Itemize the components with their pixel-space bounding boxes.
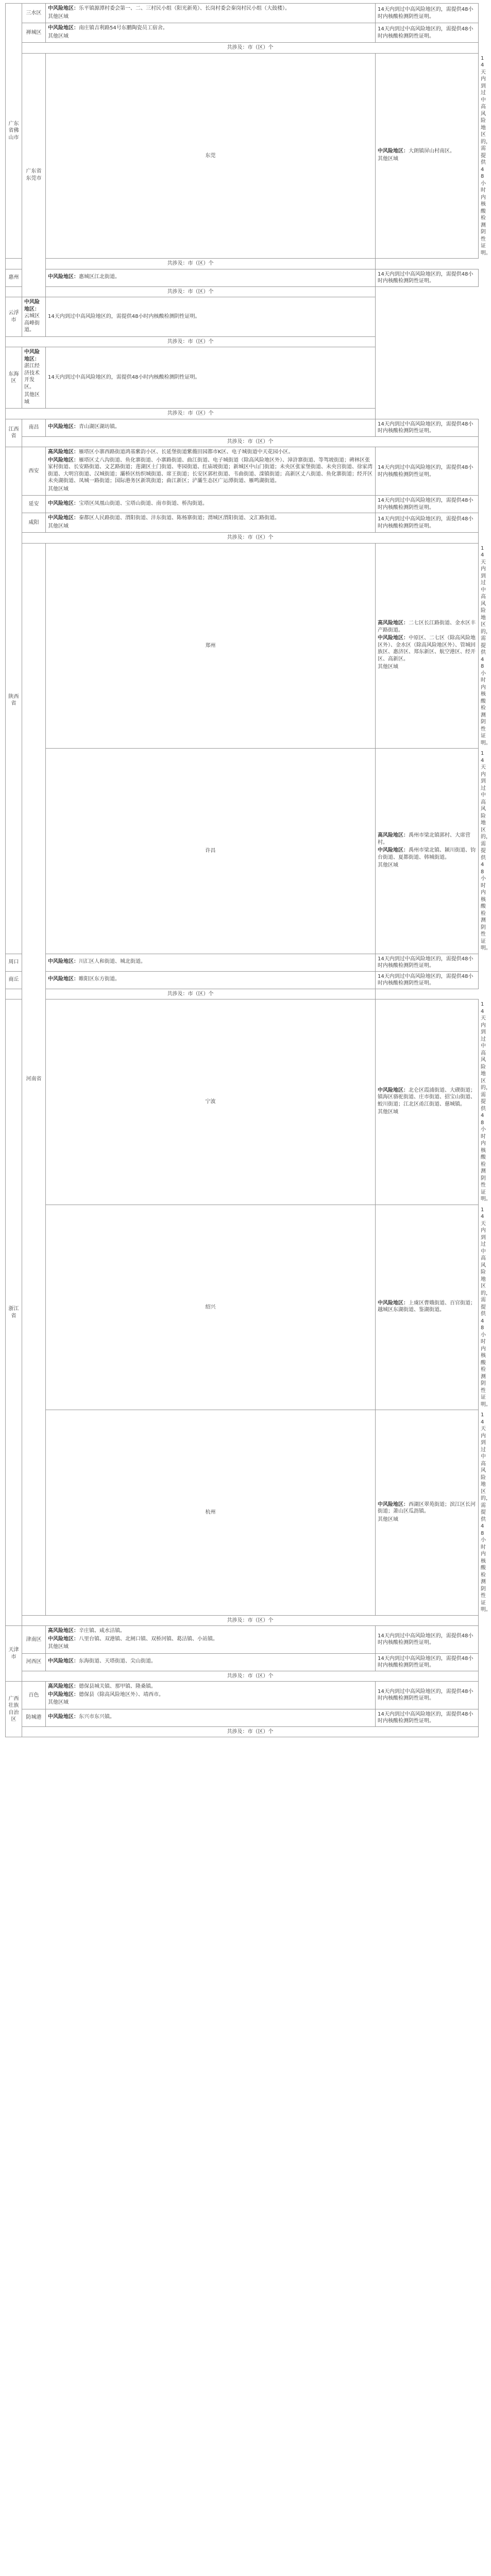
count-row (6, 409, 479, 419)
risk-area-entry (48, 13, 373, 21)
risk-level-label: 中风险地区： (48, 500, 79, 506)
count-row (6, 533, 479, 544)
region-count: 共涉及：市（区）个 (6, 259, 376, 269)
table-row (6, 1682, 479, 1709)
risk-level-label: 中风险地区： (48, 976, 79, 982)
risk-area-entry (48, 523, 373, 530)
requirement-cell (376, 1626, 479, 1654)
risk-level-label: 高风险地区： (378, 833, 409, 838)
risk-area-table (5, 3, 491, 1737)
requirement-cell (376, 4, 479, 23)
region-count: 共涉及：市（区）个 (22, 436, 479, 447)
risk-area-entry (48, 958, 373, 965)
risk-area-text: 其他区域 (48, 486, 69, 492)
risk-level-label: 中风险地区： (378, 848, 409, 853)
risk-area-entry (378, 1109, 476, 1116)
risk-area-entry (48, 1658, 373, 1665)
risk-area-text: 东海街道、天塔街道、尖山街道。 (79, 1658, 156, 1665)
risk-level-label: 中风险地区： (48, 1714, 79, 1720)
requirement-text: 14天内到过中高风险地区的，需提供48小时内核酸检测阴性证明。 (378, 1633, 473, 1646)
risk-area-text: 其他区域 (48, 1700, 69, 1705)
risk-area-entry (48, 1683, 373, 1690)
table-row: 杭州 中风险地区：西湖区翠苑街道；滨江区长河街道；萧山区瓜沥镇。 其他区域 14天内到过中高风险地区的，需提供48小时内核酸检测阴性证明。 (6, 1410, 479, 1616)
count-row (6, 989, 479, 999)
risk-area-text: 宝塔区凤凰山街道、宝塔山街道、南市街道、桥沟街道。 (79, 500, 208, 506)
province-cell: 江西省 (6, 419, 22, 447)
count-row (6, 436, 479, 447)
region-count: 共涉及：市（区）个 (22, 1671, 479, 1682)
region-name: 百色 (22, 1682, 46, 1709)
risk-area-entry (378, 620, 476, 634)
risk-area-entry (378, 148, 476, 155)
requirement-text: 14天内到过中高风险地区的，需提供48小时内核酸检测阴性证明。 (378, 421, 473, 434)
region-count: 共涉及：市（区）个 (22, 533, 479, 544)
count-row (6, 1671, 479, 1682)
risk-area-text: 大朗镇屏山村南区。 (409, 148, 455, 154)
region-name: 杭州 (46, 1410, 376, 1616)
risk-area-text: 川汇区人和街道、城北街道。 (79, 959, 146, 965)
risk-area-text: 中原区、二七区（除高风险地区外）、金水区（除高风险地区外）、管城回族区、惠济区、郑东新区、航空港区、经开区、高新区。 (378, 635, 476, 662)
region-name: 郑州 (46, 543, 376, 749)
risk-areas-cell (46, 447, 376, 496)
region-name: 云浮市 (6, 297, 22, 337)
requirement-cell (376, 269, 479, 286)
table-row (6, 1709, 479, 1726)
risk-area-entry (48, 515, 373, 522)
risk-level-label: 中风险地区： (48, 1636, 79, 1642)
risk-area-text: 东兴市东兴镇。 (79, 1714, 115, 1720)
region-name: 防城港 (22, 1709, 46, 1726)
risk-area-text: 惠城区江北街道。 (79, 274, 120, 280)
requirement-text: 14天内到过中高风险地区的，需提供48小时内核酸检测阴性证明。 (378, 26, 473, 39)
risk-area-text: 其他区域 (48, 13, 69, 20)
risk-areas-cell (376, 749, 479, 954)
requirement-text: 14天内到过中高风险地区的，需提供48小时内核酸检测阴性证明。 (378, 973, 473, 986)
requirement-cell (376, 419, 479, 436)
risk-areas-cell (376, 543, 479, 749)
risk-area-text: 其他区域 (48, 1644, 69, 1650)
region-name: 许昌 (46, 749, 376, 954)
risk-level-label: 中风险地区： (378, 148, 409, 154)
risk-level-label: 高风险地区： (48, 1684, 79, 1689)
risk-areas-cell (22, 347, 46, 409)
risk-areas-cell (46, 4, 376, 23)
risk-area-entry (24, 349, 43, 391)
requirement-text: 14天内到过中高风险地区的，需提供48小时内核酸检测阴性证明。 (48, 375, 200, 381)
risk-level-label: 中风险地区： (48, 515, 79, 521)
region-count: 共涉及：市（区）个 (6, 989, 376, 999)
risk-level-label: 中风险地区： (378, 635, 409, 641)
requirement-cell (376, 1709, 479, 1726)
requirement-cell (376, 496, 479, 513)
province-cell: 浙江省 (6, 999, 22, 1626)
risk-areas-cell (22, 297, 46, 337)
province-cell: 广东省东莞市 (22, 53, 46, 297)
table-row (6, 447, 479, 496)
risk-area-text: 八里台镇、双港镇、北闸口镇、双桥河镇、葛沽镇、小站镇。 (79, 1636, 218, 1642)
risk-level-label: 中风险地区： (48, 959, 79, 965)
risk-area-text: 德保县（除高风险地区外）、靖西市。 (79, 1691, 164, 1698)
risk-level-label: 中风险地区： (378, 1087, 409, 1093)
table-row: 浙江省 宁波 中风险地区：北仑区霞浦街道、大碶街道；镇海区骆驼街道、庄市街道、招宝山街道、蛟川街道；江北区甬江街道、慈城镇。 其他区域 14天内到过中高风险地区的，需提供48小时内核酸检测阴性证明。 (6, 999, 479, 1205)
table-row (6, 23, 479, 43)
province-cell: 天津市 (6, 1626, 22, 1682)
risk-area-text: 西湖区翠苑街道；滨江区长河街道；萧山区瓜沥镇。 (378, 1501, 476, 1514)
count-row (6, 1615, 479, 1626)
table-row: 许昌 高风险地区：禹州市梁北镇郭村、大席营村。 中风险地区：禹州市梁北镇、颍川街道、钧台街道、夏都街道、韩城街道。 其他区域 14天内到过中高风险地区的，需提供48小时内核酸检测阴性证明。 (6, 749, 479, 954)
requirement-text: 14天内到过中高风险地区的，需提供48小时内核酸检测阴性证明。 (48, 314, 200, 319)
count-row (6, 286, 479, 297)
risk-area-entry (378, 664, 476, 671)
count-row (6, 1726, 479, 1737)
risk-area-entry (48, 500, 373, 507)
count-row (6, 336, 479, 347)
region-count: 共涉及：市（区）个 (22, 1726, 479, 1737)
risk-area-entry (48, 457, 373, 485)
region-name: 西安 (22, 447, 46, 496)
requirement-text: 14天内到过中高风险地区的，需提供48小时内核酸检测阴性证明。 (378, 7, 473, 20)
risk-level-label: 中风险地区： (378, 1501, 409, 1507)
risk-level-label: 中风险地区： (24, 299, 40, 312)
region-name: 商丘 (6, 971, 22, 989)
risk-area-entry (48, 1699, 373, 1706)
table-row (6, 513, 479, 533)
risk-areas-cell (46, 971, 376, 989)
risk-area-entry (48, 1643, 373, 1651)
risk-area-entry (24, 299, 43, 334)
region-name: 惠州 (6, 269, 22, 286)
risk-area-entry (48, 274, 373, 281)
risk-area-entry (48, 423, 373, 431)
risk-area-text: 乐平镇源潭村委会第一、二、三村民小组（阳光新苑）、长岗村委会秦岗村民小组（大鼓楼）。 (79, 6, 290, 11)
risk-areas-cell (46, 1653, 376, 1671)
risk-area-text: 青山湖区湖坊镇。 (79, 424, 120, 430)
risk-areas-cell (376, 1205, 479, 1410)
risk-area-text: 德保县城关镇、那甲镇、隆桑镇。 (79, 1684, 156, 1689)
risk-area-text: 其他区域 (24, 392, 40, 405)
requirement-text: 14天内到过中高风险地区的，需提供48小时内核酸检测阴性证明。 (378, 498, 473, 511)
table-row (6, 1626, 479, 1654)
requirement-text: 14天内到过中高风险地区的，需提供48小时内核酸检测阴性证明。 (378, 465, 473, 478)
province-cell: 广东省佛山市 (6, 4, 22, 259)
requirement-text: 14天内到过中高风险地区的，需提供48小时内核酸检测阴性证明。 (378, 1711, 473, 1724)
risk-area-text: 北仑区霞浦街道、大碶街道；镇海区骆驼街道、庄市街道、招宝山街道、蛟川街道；江北区甬江街道、慈城镇。 (378, 1087, 476, 1107)
region-count: 共涉及：市（区）个 (6, 336, 376, 347)
risk-areas-cell (46, 1709, 376, 1726)
risk-area-text: 云城区高峰街道。 (24, 313, 40, 333)
region-count: 共涉及：市（区）个 (22, 1615, 479, 1626)
risk-level-label: 中风险地区： (48, 1658, 79, 1665)
region-name: 东莞 (46, 53, 376, 259)
risk-area-text: 辛庄镇、咸水沽镇。 (79, 1628, 125, 1634)
region-name: 周口 (6, 954, 22, 971)
risk-level-label: 中风险地区： (48, 25, 79, 31)
risk-level-label: 高风险地区： (48, 1628, 79, 1634)
risk-area-entry (378, 862, 476, 869)
risk-areas-cell (46, 954, 376, 971)
risk-area-text: 其他区域 (378, 1109, 398, 1115)
risk-area-text: 睢阳区东方街道。 (79, 976, 120, 982)
risk-area-entry (48, 1691, 373, 1699)
province-cell: 河南省 (22, 543, 46, 1615)
requirement-text: 14天内到过中高风险地区的，需提供48小时内核酸检测阴性证明。 (378, 1688, 473, 1702)
risk-areas-cell (376, 999, 479, 1205)
risk-area-text: 雁塔区小寨西路街道鸿基紫韵小区、长延堡街道紫薇田园都市K区、电子城街道中天花园小区。 (79, 449, 294, 455)
count-row (6, 43, 479, 54)
requirement-cell (376, 1653, 479, 1671)
risk-area-text: 其他区域 (378, 862, 398, 868)
risk-level-label: 高风险地区： (48, 449, 79, 455)
risk-area-entry (48, 5, 373, 12)
risk-area-entry (48, 449, 373, 456)
risk-level-label: 中风险地区： (24, 349, 40, 362)
risk-area-text: 二七区长江路街道、金水区丰产路街道。 (378, 620, 476, 633)
risk-area-entry (48, 1628, 373, 1635)
risk-area-text: 秦都区人民路街道、渭阳街道、沣东街道、陈杨寨街道；渭城区渭阳街道、文汇路街道。 (79, 515, 280, 521)
region-name: 南昌 (22, 419, 46, 436)
risk-area-entry (48, 33, 373, 40)
requirement-cell (46, 347, 376, 409)
risk-area-text: 禹州市梁北镇郭村、大席营村。 (378, 833, 470, 845)
requirement-cell (376, 1682, 479, 1709)
table-row (6, 419, 479, 436)
risk-area-text: 其他区域 (48, 523, 69, 529)
risk-area-entry (378, 1501, 476, 1515)
risk-level-label: 中风险地区： (48, 274, 79, 280)
risk-area-entry (378, 832, 476, 846)
risk-level-label: 中风险地区： (48, 6, 79, 11)
requirement-cell (376, 447, 479, 496)
province-cell: 广西壮族自治区 (6, 1682, 22, 1737)
risk-area-entry (48, 1714, 373, 1721)
risk-area-text: 南庄镇吉利路54号东鹏陶瓷员工宿舍。 (79, 25, 168, 31)
table-row (6, 496, 479, 513)
province-cell: 陕西省 (6, 447, 22, 954)
region-name: 河西区 (22, 1653, 46, 1671)
risk-area-text: 其他区域 (378, 1516, 398, 1522)
risk-area-entry (378, 635, 476, 663)
table-row (6, 269, 479, 286)
risk-area-text: 湛江经济技术开发区。 (24, 363, 40, 390)
table-row (6, 347, 479, 409)
requirement-text: 14天内到过中高风险地区的，需提供48小时内核酸检测阴性证明。 (378, 516, 473, 529)
risk-area-table-body (6, 4, 491, 1737)
risk-areas-cell (376, 1410, 479, 1616)
risk-area-entry (378, 1516, 476, 1523)
risk-area-entry (48, 25, 373, 32)
risk-level-label: 中风险地区： (378, 1300, 409, 1306)
risk-area-entry (48, 486, 373, 493)
table-row: 河南省 郑州 高风险地区：二七区长江路街道、金水区丰产路街道。 中风险地区：中原区、二七区（除高风险地区外）、金水区（除高风险地区外）、管城回族区、惠济区、郑东新区、航空港区、经开区、高新区。 其他区域 14天内到过中高风险地区的，需提供48小时内核酸检测阴性证明。 (6, 543, 479, 749)
risk-level-label: 高风险地区： (378, 620, 409, 626)
region-name: 东海区 (6, 347, 22, 409)
risk-area-entry (378, 847, 476, 861)
requirement-text: 14天内到过中高风险地区的，需提供48小时内核酸检测阴性证明。 (378, 271, 473, 284)
risk-level-label: 中风险地区： (48, 1691, 79, 1698)
region-count: 共涉及：市（区）个 (6, 409, 376, 419)
requirement-text: 14天内到过中高风险地区的，需提供48小时内核酸检测阴性证明。 (378, 1655, 473, 1668)
requirement-cell (46, 297, 376, 337)
region-name: 津南区 (22, 1626, 46, 1654)
risk-areas-cell (46, 23, 376, 43)
risk-areas-cell (376, 53, 479, 259)
risk-area-entry (378, 156, 476, 163)
risk-area-text: 上虞区曹娥街道、百官街道；越城区东湖街道、鉴湖街道。 (378, 1300, 476, 1313)
risk-areas-cell (46, 496, 376, 513)
table-row: 绍兴 中风险地区：上虞区曹娥街道、百官街道；越城区东湖街道、鉴湖街道。 14天内到过中高风险地区的，需提供48小时内核酸检测阴性证明。 (6, 1205, 479, 1410)
requirement-cell (376, 954, 479, 971)
table-row (6, 971, 479, 989)
region-name: 宁波 (46, 999, 376, 1205)
region-count: 共涉及：市（区）个 (6, 286, 376, 297)
risk-level-label: 中风险地区： (48, 457, 79, 463)
count-row (6, 259, 479, 269)
risk-areas-cell (46, 269, 376, 286)
requirement-cell (376, 513, 479, 533)
risk-areas-cell (46, 513, 376, 533)
risk-area-text: 其他区域 (378, 664, 398, 670)
requirement-cell (376, 971, 479, 989)
risk-area-text: 禹州市梁北镇、颍川街道、钧台街道、夏都街道、韩城街道。 (378, 848, 476, 860)
table-row (6, 1653, 479, 1671)
risk-area-text: 其他区域 (48, 33, 69, 39)
risk-areas-cell (46, 1682, 376, 1709)
region-name: 延安 (22, 496, 46, 513)
risk-level-label: 中风险地区： (48, 424, 79, 430)
region-name: 三水区 (22, 4, 46, 23)
region-name: 绍兴 (46, 1205, 376, 1410)
table-row (6, 297, 479, 337)
region-count: 共涉及：市（区）个 (22, 43, 479, 54)
risk-area-entry (378, 1087, 476, 1108)
risk-area-entry (48, 1636, 373, 1643)
table-row: 广东省东莞市 东莞 中风险地区：大朗镇屏山村南区。 其他区域 14天内到过中高风险地区的，需提供48小时内核酸检测阴性证明。 (6, 53, 479, 259)
table-row (6, 954, 479, 971)
risk-areas-cell (46, 1626, 376, 1654)
risk-area-text: 其他区域 (378, 156, 398, 162)
risk-area-entry (48, 976, 373, 983)
risk-area-text: 雁塔区丈八沟街道、鱼化寨街道、小寨路街道、曲江街道、电子城街道（除高风险地区外）、漳浒寨街道、等驾坡街道；碑林区张家村街道、长安路街道、文艺路街道；莲湖区土门街道、枣园街道、红庙坡街道；新城区中山门街道；未央区张家堡街道、未央宫街道、徐家湾街道、大明宫街道、汉城街道；灞桥区纺织城街道、席王街道；长安区郭杜街道、韦曲街道、滦镇街道；高新区丈八街道、鱼化寨街道；经开区未央湖街道、凤城一路街道；国际港务区新筑街道；曲江新区；浐灞生态区广运潭街道、雁鸣湖街道。 (48, 457, 373, 484)
risk-area-entry (24, 392, 43, 405)
requirement-cell (376, 23, 479, 43)
table-row (6, 4, 479, 23)
region-name: 禅城区 (22, 23, 46, 43)
requirement-text: 14天内到过中高风险地区的，需提供48小时内核酸检测阴性证明。 (378, 956, 473, 969)
region-name: 咸阳 (22, 513, 46, 533)
risk-areas-cell (46, 419, 376, 436)
risk-area-entry (378, 1300, 476, 1314)
